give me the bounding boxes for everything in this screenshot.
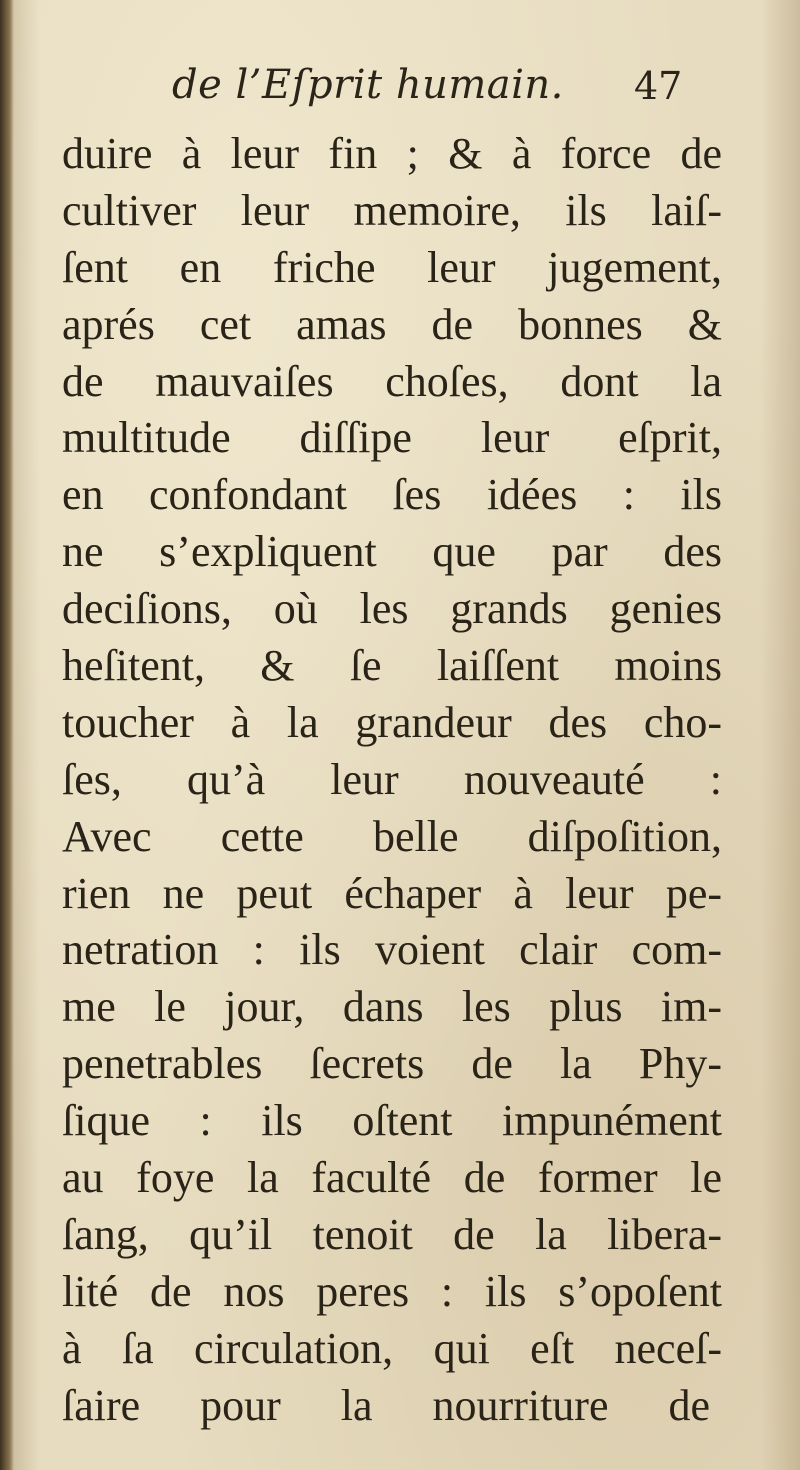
text-line: rien ne peut échaper à leur pe- <box>62 868 722 918</box>
page-header <box>0 62 800 122</box>
page-number: 47 <box>634 64 683 108</box>
text-line: heſitent, & ſe laiſſent moins <box>62 641 722 691</box>
text-line: penetrables ſecrets de la Phy- <box>62 1039 722 1089</box>
text-line: multitude diſſipe leur eſprit, <box>62 413 722 463</box>
text-line: de mauvaiſes choſes, dont la <box>62 356 722 406</box>
body-text <box>62 126 722 1434</box>
text-line: duire à leur fin ; & à force de <box>62 129 722 178</box>
text-line: cultiver leur memoire, ils laiſ- <box>62 185 722 235</box>
text-line: aprés cet amas de bonnes & <box>62 299 722 349</box>
running-head: de l’Eſprit humain. <box>172 62 564 108</box>
text-line: toucher à la grandeur des cho- <box>62 697 722 747</box>
text-line: deciſions, où les grands genies <box>62 584 722 634</box>
text-line: à ſa circulation, qui eſt neceſ- <box>62 1323 722 1373</box>
text-line: netration : ils voient clair com- <box>62 925 722 975</box>
text-line: ſent en friche leur jugement, <box>62 242 722 292</box>
text-line: Avec cette belle diſpoſition, <box>62 811 722 861</box>
text-line: ſang, qu’il tenoit de la libera- <box>62 1209 722 1259</box>
book-spine-shadow <box>0 0 14 1470</box>
text-line: ne s’expliquent que par des <box>62 527 722 577</box>
text-line: ſique : ils oſtent impunément <box>62 1096 722 1146</box>
text-line: lité de nos peres : ils s’opoſent <box>62 1266 722 1316</box>
text-line: en confondant ſes idées : ils <box>62 470 722 520</box>
text-line: ſes, qu’à leur nouveauté : <box>62 754 722 804</box>
text-line: au foye la faculté de former le <box>62 1153 722 1203</box>
text-line: me le jour, dans les plus im- <box>62 982 722 1032</box>
text-line: ſaire pour la nourriture de <box>62 1380 710 1430</box>
